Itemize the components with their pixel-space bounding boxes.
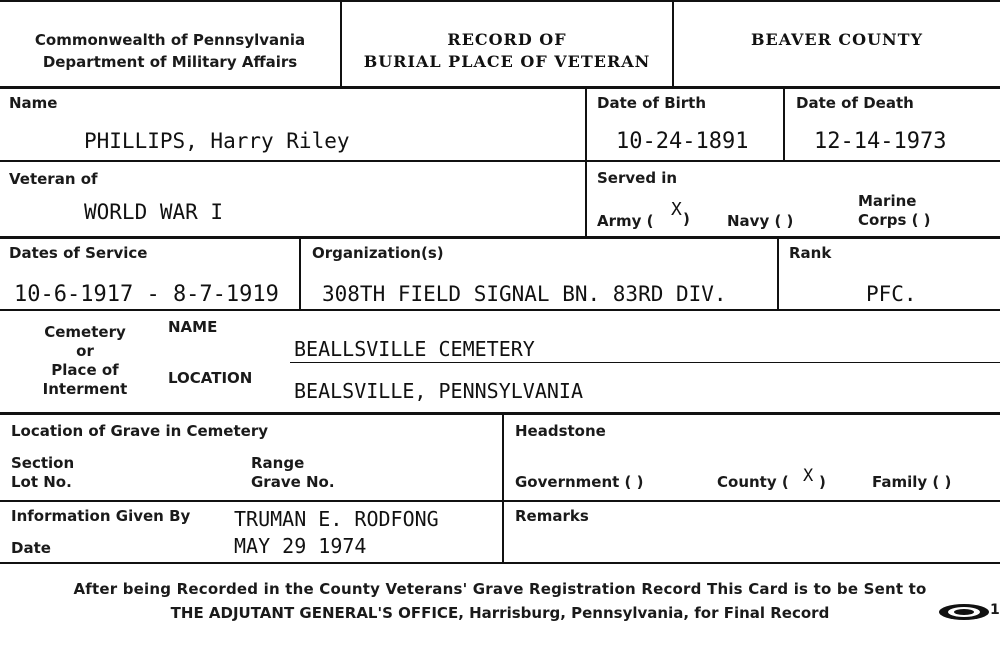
cemetery-label-line-4: Interment <box>42 380 128 398</box>
county-checkbox-close: ) <box>819 473 826 491</box>
marine-corps-checkbox-label: Corps ( ) <box>858 211 931 229</box>
rank-value: PFC. <box>866 282 917 306</box>
birth-value: 10-24-1891 <box>616 129 749 154</box>
county-checkbox-label: County ( <box>717 473 789 491</box>
name-label: Name <box>9 94 58 112</box>
cemetery-name-value: BEALLSVILLE CEMETERY <box>294 337 535 361</box>
cemetery-label-line-3: Place of <box>51 361 119 379</box>
birth-label: Date of Birth <box>597 94 707 112</box>
information-given-by-value: TRUMAN E. RODFONG <box>234 507 439 531</box>
information-given-by-label: Information Given By <box>11 507 191 525</box>
death-value: 12-14-1973 <box>814 129 947 154</box>
header-bottom-line <box>0 86 1000 89</box>
issuer-line-1: Commonwealth of Pennsylvania <box>34 31 306 49</box>
organization-divider <box>777 239 779 309</box>
cemetery-name-label: NAME <box>168 318 218 336</box>
marine-label-line-1: Marine <box>858 192 917 210</box>
veteran-of-value: WORLD WAR I <box>84 200 224 224</box>
county-heading: BEAVER COUNTY <box>750 30 924 49</box>
name-row-bottom-line <box>0 160 1000 162</box>
header-top-line <box>0 0 1000 2</box>
county-check-mark: X <box>803 466 814 486</box>
footer-line-2: THE ADJUTANT GENERAL'S OFFICE, Harrisburg, Pennsylvania, for Final Record <box>170 604 830 622</box>
name-row-divider <box>585 89 587 237</box>
death-label: Date of Death <box>796 94 914 112</box>
date-label: Date <box>11 539 51 557</box>
union-label-number: 1 <box>990 602 1000 618</box>
cemetery-label-line-1: Cemetery <box>44 323 126 341</box>
union-label-logo <box>938 602 990 622</box>
army-check-mark: X <box>671 199 682 220</box>
section-label: Section <box>11 454 75 472</box>
title-line-2: BURIAL PLACE OF VETERAN <box>363 52 651 71</box>
cemetery-location-value: BEALSVILLE, PENNSYLVANIA <box>294 379 583 403</box>
government-checkbox-label: Government ( ) <box>515 473 644 491</box>
grave-no-label: Grave No. <box>251 473 335 491</box>
footer-line-1: After being Recorded in the County Veterans' Grave Registration Record This Card is to be Sent to <box>73 580 927 598</box>
card-bottom-line <box>0 562 1000 564</box>
name-value: PHILLIPS, Harry Riley <box>84 129 350 153</box>
title-line-1: RECORD OF <box>447 30 567 49</box>
family-checkbox-label: Family ( ) <box>872 473 952 491</box>
range-label: Range <box>251 454 305 472</box>
headstone-label: Headstone <box>515 422 606 440</box>
birth-death-divider <box>783 89 785 161</box>
organization-value: 308TH FIELD SIGNAL BN. 83RD DIV. <box>322 282 727 306</box>
organization-label: Organization(s) <box>312 244 444 262</box>
remarks-label: Remarks <box>515 507 589 525</box>
issuer-line-2: Department of Military Affairs <box>42 53 298 71</box>
dates-of-service-value: 10-6-1917 - 8-7-1919 <box>14 282 279 307</box>
service-row-bottom-line <box>0 309 1000 311</box>
cemetery-row-bottom-line <box>0 412 1000 415</box>
cemetery-name-underline <box>290 362 1000 363</box>
date-value: MAY 29 1974 <box>234 534 367 558</box>
service-divider <box>299 239 301 309</box>
rank-label: Rank <box>789 244 832 262</box>
grave-row-bottom-line <box>0 500 1000 502</box>
served-in-label: Served in <box>597 169 678 187</box>
dates-of-service-label: Dates of Service <box>9 244 148 262</box>
veteran-of-label: Veteran of <box>9 170 98 188</box>
army-checkbox-label: Army ( <box>597 212 654 230</box>
cemetery-location-label: LOCATION <box>168 369 253 387</box>
cemetery-label-line-2: or <box>76 342 94 360</box>
navy-checkbox-label: Navy ( ) <box>727 212 794 230</box>
grave-location-label: Location of Grave in Cemetery <box>11 422 268 440</box>
lot-no-label: Lot No. <box>11 473 72 491</box>
grave-divider <box>502 415 504 563</box>
veteran-row-bottom-line <box>0 236 1000 239</box>
army-checkbox-close: ) <box>683 210 690 228</box>
